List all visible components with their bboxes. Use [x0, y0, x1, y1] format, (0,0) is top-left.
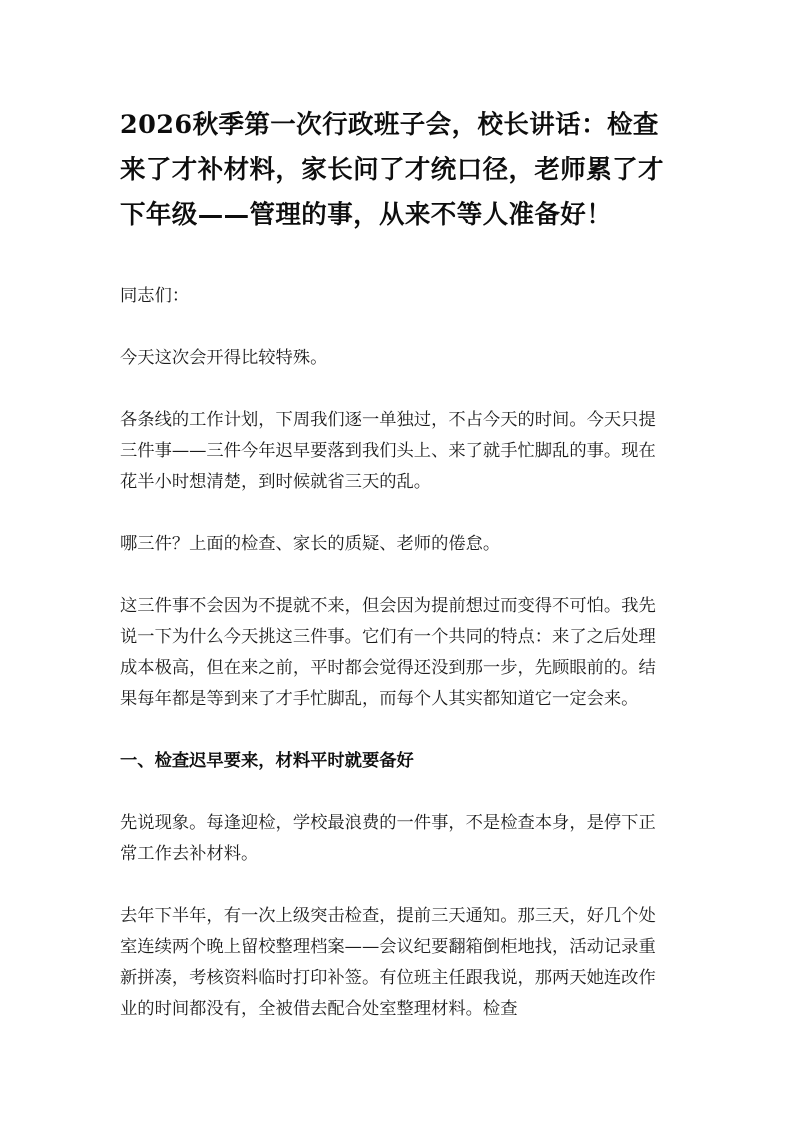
- paragraph-3: 哪三件？上面的检查、家长的质疑、老师的倦怠。: [120, 534, 501, 554]
- paragraph-2: 各条线的工作计划，下周我们逐一单独过，不占今天的时间。今天只提三件事——三件今年迟早要落到我们头上、来了就手忙脚乱的事。现在花半小时想清楚，到时候就省三天的乱。: [120, 410, 656, 492]
- greeting: 同志们：: [120, 286, 190, 306]
- paragraph-1: 今天这次会开得比较特殊。: [120, 348, 328, 368]
- document-title: 2026秋季第一次行政班子会，校长讲话：检查来了才补材料，家长问了才统口径，老师累了才下年级——管理的事，从来不等人准备好！: [120, 110, 664, 230]
- paragraph-6: 去年下半年，有一次上级突击检查，提前三天通知。那三天，好几个处室连续两个晚上留校整理档案——会议纪要翻箱倒柜地找，活动记录重新拼凑，考核资料临时打印补签。有位班主任跟我说，那两天她连改作业的时间都没有，全被借去配合处室整理材料。检查: [120, 906, 656, 1019]
- paragraph-5: 先说现象。每逢迎检，学校最浪费的一件事，不是检查本身，是停下正常工作去补材料。: [120, 813, 656, 864]
- paragraph-4: 这三件事不会因为不提就不来，但会因为提前想过而变得不可怕。我先说一下为什么今天挑这三件事。它们有一个共同的特点：来了之后处理成本极高，但在来之前，平时都会觉得还没到那一步，先顾眼前的。结果每年都是等到来了才手忙脚乱，而每个人其实都知道它一定会来。: [120, 596, 656, 709]
- document-body: [120, 103, 668, 1056]
- section-heading-1: 一、检查迟早要来，材料平时就要备好: [120, 751, 414, 771]
